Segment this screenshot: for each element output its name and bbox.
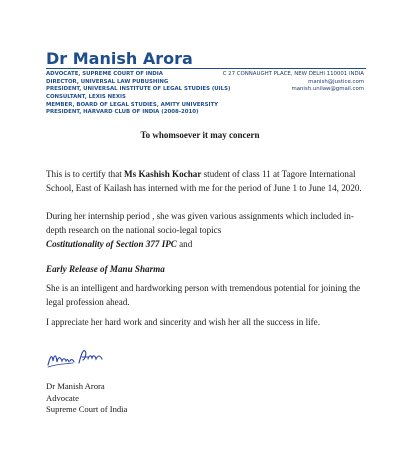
letter-heading: To whomsoever it may concern: [140, 130, 260, 140]
topic-line-1: [46, 237, 366, 251]
student-name: Ms Kashish Kochar: [124, 169, 202, 179]
p1-pre: This is to certify that: [46, 169, 125, 179]
topic-1-suffix: and: [176, 239, 193, 249]
letterhead-credentials: [46, 71, 230, 117]
p1-post: student of class 11 at Tagore International School, East of Kailash has interned with me for the period of June 1 to June 14, 2020.: [46, 169, 362, 193]
credential-line: PRESIDENT, HARVARD CLUB OF INDIA (2008-2010): [46, 109, 199, 116]
signature-block: [46, 381, 127, 416]
signatory-title: Advocate: [46, 392, 79, 403]
letterhead-contact: [223, 71, 364, 94]
credential-line: MEMBER, BOARD OF LEGAL STUDIES, AMITY UNIVERSITY: [46, 101, 219, 108]
credential-line: CONSULTANT, LEXIS NEXIS: [46, 94, 126, 101]
address: C 27 CONNAUGHT PLACE, NEW DELHI 110001 INDIA: [222, 71, 364, 77]
letterhead-name: Dr Manish Arora: [46, 49, 193, 68]
signatory-court: Supreme Court of India: [46, 404, 128, 414]
paragraph-assessment: She is an intelligent and hardworking person with tremendous potential for joining the legal profession ahead.: [46, 283, 361, 307]
letterhead-rule: [46, 68, 366, 69]
email-primary: manish@justice.com: [308, 78, 364, 85]
signatory-name: Dr Manish Arora: [46, 381, 105, 391]
credential-line: DIRECTOR, UNIVERSAL LAW PUBUSHING: [46, 78, 169, 85]
email-secondary: manish.unilaw@gmail.com: [291, 86, 364, 93]
credential-line: PRESIDENT, UNIVERSAL INSTITUTE OF LEGAL STUDIES (UILS): [46, 86, 231, 93]
paragraph-certification: [46, 167, 366, 195]
topic-2: Early Release of Manu Sharma: [46, 264, 165, 274]
paragraph-assignments: During her internship period , she was given various assignments which included in-depth research on the national socio-legal topics: [46, 211, 354, 235]
handwritten-signature-icon: [46, 343, 106, 373]
credential-line: ADVOCATE, SUPREME COURT OF INDIA: [46, 71, 163, 77]
topic-1: Costitutionality of Section 377 IPC: [46, 239, 177, 249]
paragraph-wishes: I appreciate her hard work and sincerity and wish her all the success in life.: [46, 317, 320, 327]
topic-line-2: [46, 262, 366, 276]
